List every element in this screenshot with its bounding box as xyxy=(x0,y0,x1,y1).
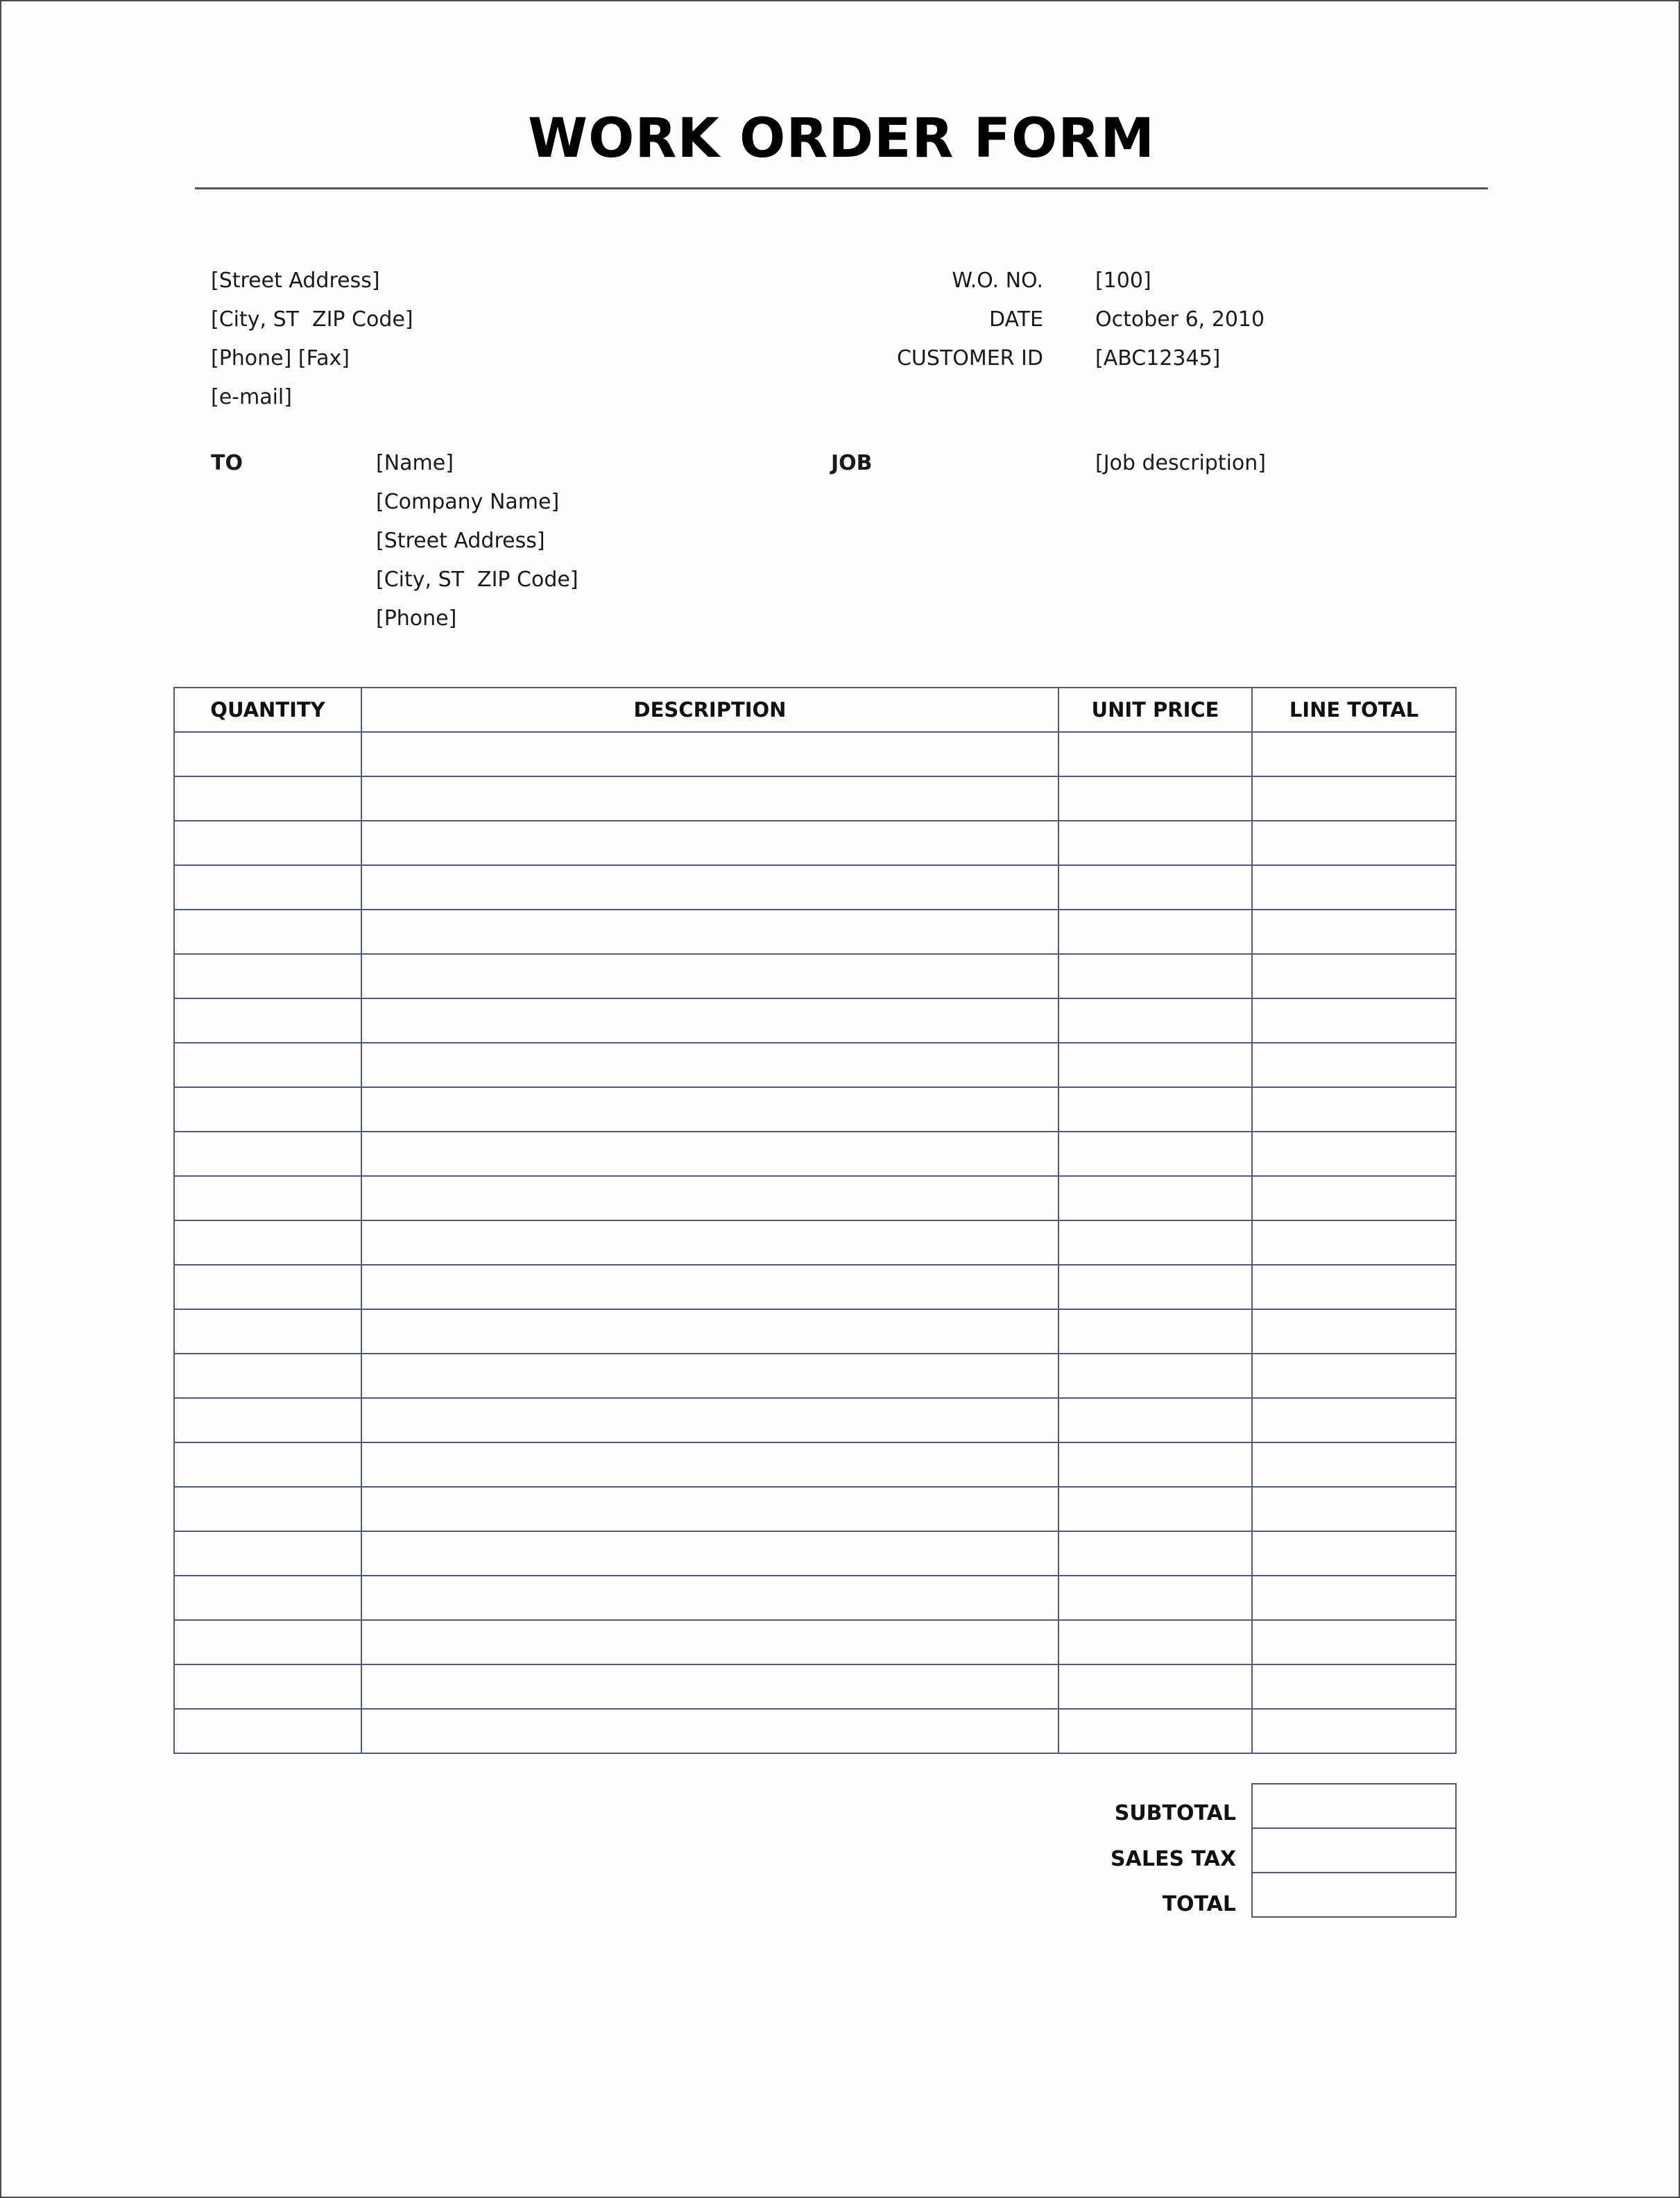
subtotal-label: SUBTOTAL xyxy=(1114,1801,1236,1825)
description-cell[interactable] xyxy=(361,1043,1058,1087)
table-header-row xyxy=(174,688,1456,732)
description-cell[interactable] xyxy=(361,1176,1058,1220)
form-title: WORK ORDER FORM xyxy=(528,108,1155,170)
table-row xyxy=(174,1265,1456,1309)
quantity-cell[interactable] xyxy=(174,998,361,1043)
description-cell[interactable] xyxy=(361,1309,1058,1354)
line-items-table xyxy=(173,687,1457,1754)
line-total-cell[interactable] xyxy=(1252,1442,1456,1487)
quantity-cell[interactable] xyxy=(174,1531,361,1576)
unit-price-cell[interactable] xyxy=(1058,1354,1252,1398)
quantity-cell[interactable] xyxy=(174,954,361,998)
line-total-cell[interactable] xyxy=(1252,1531,1456,1576)
description-cell[interactable] xyxy=(361,1087,1058,1132)
description-cell[interactable] xyxy=(361,1487,1058,1531)
to-street[interactable]: [Street Address] xyxy=(376,529,545,553)
quantity-cell[interactable] xyxy=(174,1220,361,1265)
description-cell[interactable] xyxy=(361,910,1058,954)
line-total-cell[interactable] xyxy=(1252,1354,1456,1398)
description-cell[interactable] xyxy=(361,1220,1058,1265)
unit-price-cell[interactable] xyxy=(1058,1709,1252,1753)
sender-phone-fax: [Phone] [Fax] xyxy=(211,346,350,370)
unit-price-cell[interactable] xyxy=(1058,1664,1252,1709)
quantity-cell[interactable] xyxy=(174,865,361,910)
unit-price-cell[interactable] xyxy=(1058,998,1252,1043)
description-cell[interactable] xyxy=(361,821,1058,865)
line-total-cell[interactable] xyxy=(1252,1309,1456,1354)
description-cell[interactable] xyxy=(361,776,1058,821)
description-cell[interactable] xyxy=(361,998,1058,1043)
quantity-cell[interactable] xyxy=(174,1487,361,1531)
to-phone[interactable]: [Phone] xyxy=(376,606,457,631)
sales-tax-label: SALES TAX xyxy=(1111,1847,1236,1871)
unit-price-cell[interactable] xyxy=(1058,1309,1252,1354)
quantity-cell[interactable] xyxy=(174,1309,361,1354)
table-row xyxy=(174,1664,1456,1709)
header-line-total: LINE TOTAL xyxy=(1252,688,1456,732)
line-total-cell[interactable] xyxy=(1252,1220,1456,1265)
unit-price-cell[interactable] xyxy=(1058,865,1252,910)
quantity-cell[interactable] xyxy=(174,732,361,776)
unit-price-cell[interactable] xyxy=(1058,1132,1252,1176)
header-description: DESCRIPTION xyxy=(361,688,1058,732)
line-total-cell[interactable] xyxy=(1252,998,1456,1043)
quantity-cell[interactable] xyxy=(174,1620,361,1664)
header-unit-price: UNIT PRICE xyxy=(1058,688,1252,732)
quantity-cell[interactable] xyxy=(174,910,361,954)
table-row xyxy=(174,1442,1456,1487)
table-row xyxy=(174,1309,1456,1354)
sender-city: [City, ST ZIP Code] xyxy=(211,307,413,332)
total-label: TOTAL xyxy=(1162,1892,1236,1916)
line-total-cell[interactable] xyxy=(1252,776,1456,821)
line-items-body xyxy=(174,732,1456,1753)
description-cell[interactable] xyxy=(361,1620,1058,1664)
description-cell[interactable] xyxy=(361,1354,1058,1398)
unit-price-cell[interactable] xyxy=(1058,821,1252,865)
description-cell[interactable] xyxy=(361,954,1058,998)
unit-price-cell[interactable] xyxy=(1058,1220,1252,1265)
quantity-cell[interactable] xyxy=(174,1442,361,1487)
line-total-cell[interactable] xyxy=(1252,1132,1456,1176)
table-row xyxy=(174,1176,1456,1220)
table-row xyxy=(174,1576,1456,1620)
unit-price-cell[interactable] xyxy=(1058,910,1252,954)
unit-price-cell[interactable] xyxy=(1058,1531,1252,1576)
quantity-cell[interactable] xyxy=(174,1132,361,1176)
quantity-cell[interactable] xyxy=(174,776,361,821)
line-total-cell[interactable] xyxy=(1252,1576,1456,1620)
line-total-cell[interactable] xyxy=(1252,910,1456,954)
line-total-cell[interactable] xyxy=(1252,1487,1456,1531)
unit-price-cell[interactable] xyxy=(1058,1398,1252,1442)
unit-price-cell[interactable] xyxy=(1058,1265,1252,1309)
quantity-cell[interactable] xyxy=(174,1576,361,1620)
unit-price-cell[interactable] xyxy=(1058,1620,1252,1664)
description-cell[interactable] xyxy=(361,1531,1058,1576)
quantity-cell[interactable] xyxy=(174,1176,361,1220)
unit-price-cell[interactable] xyxy=(1058,776,1252,821)
title-divider xyxy=(195,187,1488,189)
unit-price-cell[interactable] xyxy=(1058,1487,1252,1531)
table-row xyxy=(174,1087,1456,1132)
unit-price-cell[interactable] xyxy=(1058,1087,1252,1132)
table-row xyxy=(174,865,1456,910)
description-cell[interactable] xyxy=(361,1709,1058,1753)
to-city[interactable]: [City, ST ZIP Code] xyxy=(376,568,578,592)
sender-email: [e-mail] xyxy=(211,385,292,409)
job-description[interactable]: [Job description] xyxy=(1095,451,1266,475)
line-total-cell[interactable] xyxy=(1252,1398,1456,1442)
date-value[interactable]: October 6, 2010 xyxy=(1095,307,1265,332)
description-cell[interactable] xyxy=(361,865,1058,910)
table-row xyxy=(174,998,1456,1043)
table-row xyxy=(174,1132,1456,1176)
table-row xyxy=(174,910,1456,954)
to-company[interactable]: [Company Name] xyxy=(376,490,560,514)
wo-number-label: W.O. NO. xyxy=(952,269,1043,293)
to-label: TO xyxy=(211,451,243,475)
header-quantity: QUANTITY xyxy=(174,688,361,732)
unit-price-cell[interactable] xyxy=(1058,1442,1252,1487)
unit-price-cell[interactable] xyxy=(1058,1043,1252,1087)
unit-price-cell[interactable] xyxy=(1058,732,1252,776)
description-cell[interactable] xyxy=(361,1398,1058,1442)
to-name[interactable]: [Name] xyxy=(376,451,454,475)
quantity-cell[interactable] xyxy=(174,1709,361,1753)
sender-street: [Street Address] xyxy=(211,269,380,293)
quantity-cell[interactable] xyxy=(174,1398,361,1442)
table-row xyxy=(174,732,1456,776)
table-row xyxy=(174,1709,1456,1753)
line-total-cell[interactable] xyxy=(1252,821,1456,865)
line-total-cell[interactable] xyxy=(1252,1087,1456,1132)
line-total-cell[interactable] xyxy=(1252,1265,1456,1309)
table-row xyxy=(174,1620,1456,1664)
total-cell[interactable] xyxy=(1252,1873,1456,1917)
line-total-cell[interactable] xyxy=(1252,732,1456,776)
description-cell[interactable] xyxy=(361,732,1058,776)
description-cell[interactable] xyxy=(361,1442,1058,1487)
quantity-cell[interactable] xyxy=(174,1664,361,1709)
subtotal-cell[interactable] xyxy=(1252,1784,1456,1828)
description-cell[interactable] xyxy=(361,1576,1058,1620)
table-row xyxy=(174,821,1456,865)
table-row xyxy=(174,1220,1456,1265)
unit-price-cell[interactable] xyxy=(1058,1576,1252,1620)
customer-id-label: CUSTOMER ID xyxy=(896,346,1043,370)
line-total-cell[interactable] xyxy=(1252,954,1456,998)
table-row xyxy=(174,776,1456,821)
quantity-cell[interactable] xyxy=(174,1043,361,1087)
line-total-cell[interactable] xyxy=(1252,1709,1456,1753)
totals-table xyxy=(1251,1783,1457,1918)
quantity-cell[interactable] xyxy=(174,1087,361,1132)
line-total-cell[interactable] xyxy=(1252,1620,1456,1664)
job-label: JOB xyxy=(831,451,873,475)
table-row xyxy=(174,1354,1456,1398)
table-row xyxy=(174,954,1456,998)
date-label: DATE xyxy=(988,307,1043,332)
table-row xyxy=(174,1398,1456,1442)
wo-number-value[interactable]: [100] xyxy=(1095,269,1151,293)
description-cell[interactable] xyxy=(361,1132,1058,1176)
customer-id-value[interactable]: [ABC12345] xyxy=(1095,346,1221,370)
unit-price-cell[interactable] xyxy=(1058,954,1252,998)
quantity-cell[interactable] xyxy=(174,1265,361,1309)
sales-tax-cell[interactable] xyxy=(1252,1828,1456,1873)
description-cell[interactable] xyxy=(361,1664,1058,1709)
line-total-cell[interactable] xyxy=(1252,1043,1456,1087)
unit-price-cell[interactable] xyxy=(1058,1176,1252,1220)
table-row xyxy=(174,1531,1456,1576)
line-total-cell[interactable] xyxy=(1252,865,1456,910)
quantity-cell[interactable] xyxy=(174,1354,361,1398)
line-total-cell[interactable] xyxy=(1252,1176,1456,1220)
table-row xyxy=(174,1043,1456,1087)
description-cell[interactable] xyxy=(361,1265,1058,1309)
table-row xyxy=(174,1487,1456,1531)
quantity-cell[interactable] xyxy=(174,821,361,865)
line-total-cell[interactable] xyxy=(1252,1664,1456,1709)
